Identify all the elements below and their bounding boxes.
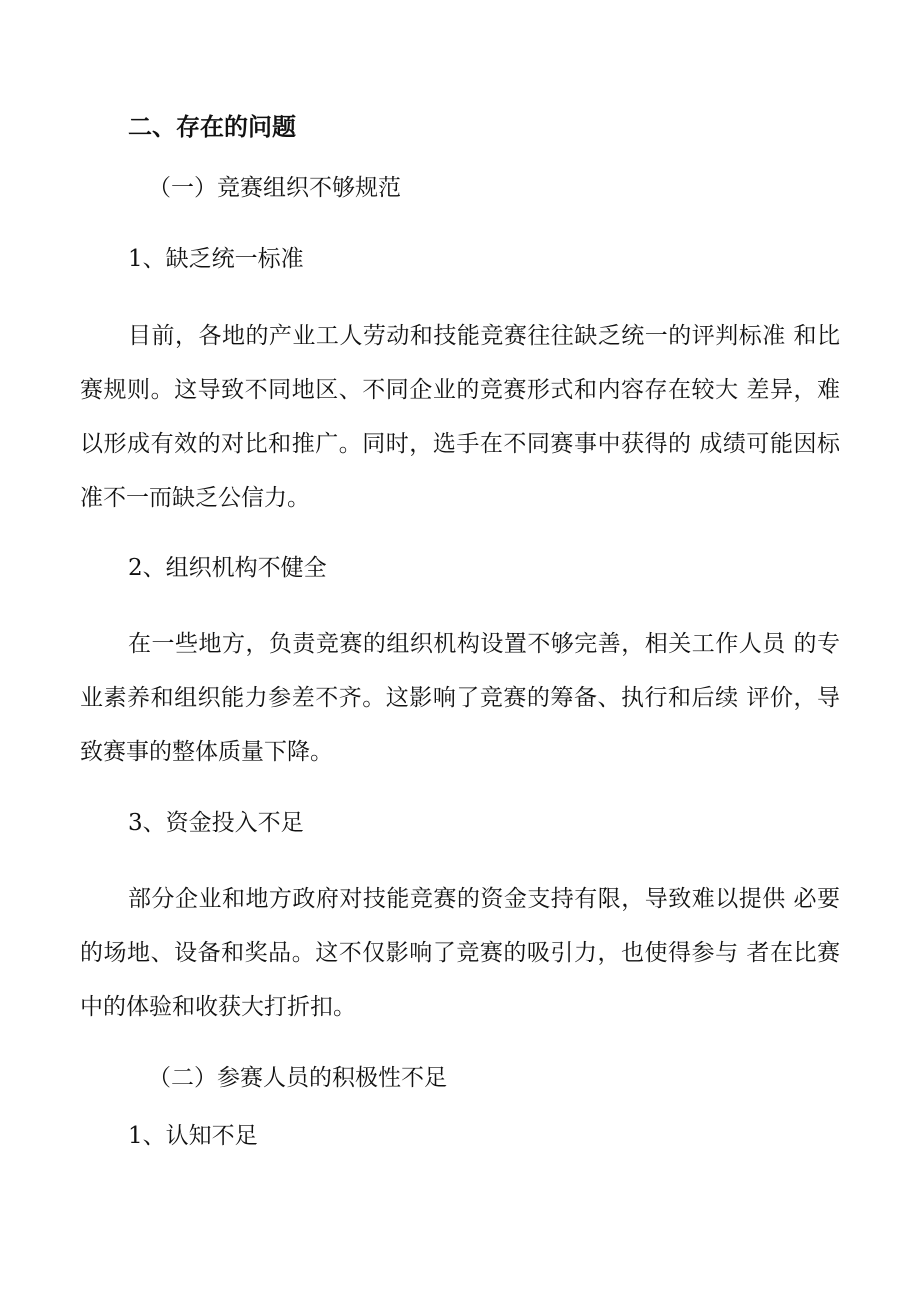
paragraph-3: 部分企业和地方政府对技能竞赛的资金支持有限，导致难以提供 必要的场地、设备和奖品。这不仅影响了竞赛的吸引力，也使得参与 者在比赛中的体验和收获大打折扣。	[80, 886, 840, 1020]
item-title-3: 3、资金投入不足	[128, 810, 304, 836]
item-title-1: 1、缺乏统一标准	[128, 246, 304, 272]
paragraph-1: 目前，各地的产业工人劳动和技能竞赛往往缺乏统一的评判标准 和比赛规则。这导致不同地区、不同企业的竞赛形式和内容存在较大 差异，难以形成有效的对比和推广。同时，选手在不同赛事中获得的 成绩可能因标准不一而缺乏公信力。	[80, 323, 840, 511]
paragraph-2: 在一些地方，负责竞赛的组织机构设置不够完善，相关工作人员 的专业素养和组织能力参差不齐。这影响了竞赛的筹备、执行和后续 评价，导致赛事的整体质量下降。	[80, 631, 840, 765]
item-title-4: 1、认知不足	[128, 1123, 258, 1149]
item-title-2: 2、组织机构不健全	[128, 555, 327, 581]
section-heading: 二、存在的问题	[128, 112, 296, 141]
subsection-heading-2: （二）参赛人员的积极性不足	[148, 1065, 447, 1091]
subsection-heading-1: （一）竞赛组织不够规范	[148, 175, 401, 201]
